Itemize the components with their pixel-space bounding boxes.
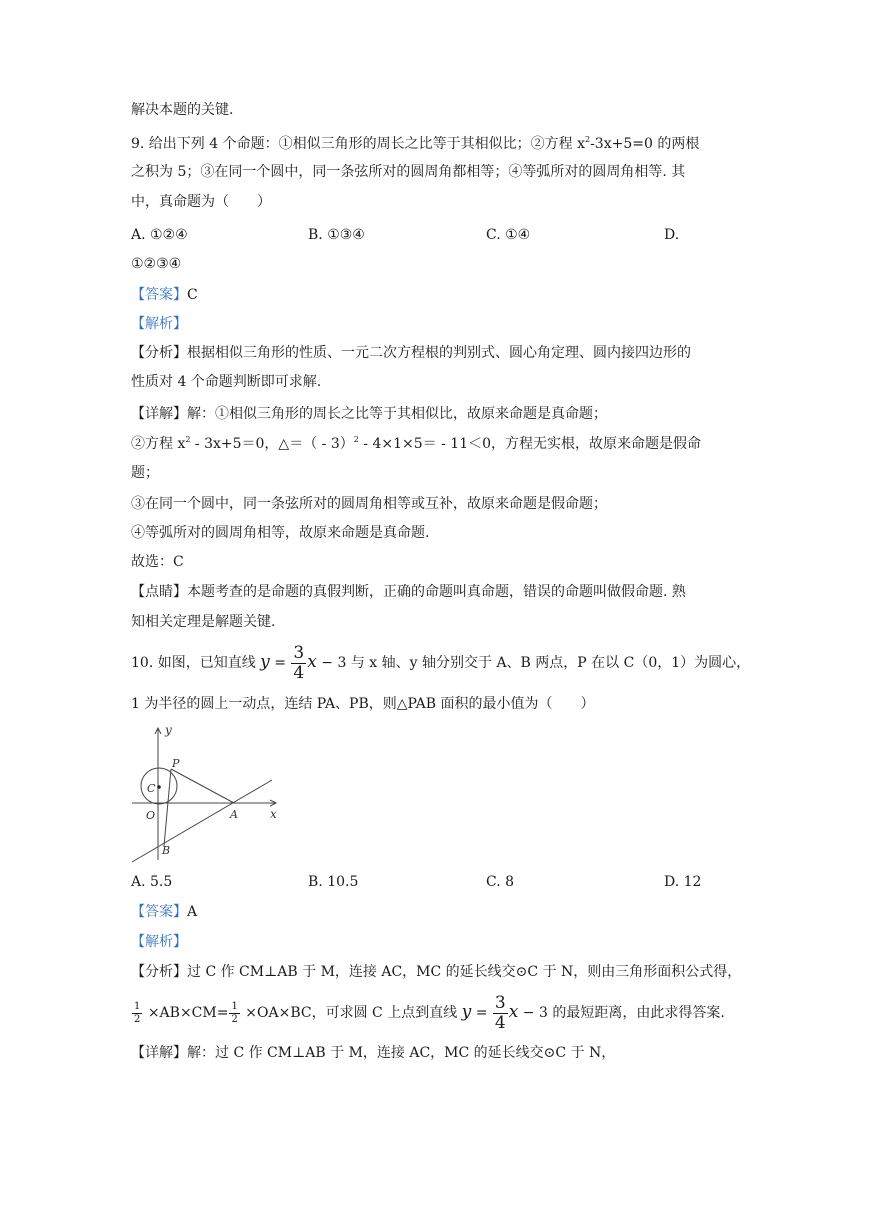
xiangjie-9-line-1: 【详解】解：①相似三角形的周长之比等于其相似比，故原来命题是真命题； <box>131 406 607 422</box>
fraction-1-2: $\frac{1}{2}$ <box>231 1000 238 1025</box>
label-c: C <box>147 782 156 795</box>
xiangjie-10-line-1: 【详解】解：过 C 作 CM⊥AB 于 M，连接 AC，MC 的延长线交⊙C 于 N， <box>131 1045 616 1061</box>
q10-option-b: B. 10.5 <box>308 874 359 890</box>
label-y: y <box>165 723 172 737</box>
segment-pb <box>164 769 171 846</box>
fenxi-9-line-1: 【分析】根据相似三角形的性质、一元二次方程根的判别式、圆心角定理、圆内接四边形的 <box>131 345 691 361</box>
center-c-dot <box>157 785 161 789</box>
label-p: P <box>172 757 180 770</box>
question-9-line-3: 中，真命题为（ ） <box>131 194 271 210</box>
q10-option-d: D. 12 <box>664 874 702 890</box>
q9-option-d: D. <box>664 227 680 243</box>
dianjing-9-line-1: 【点睛】本题考查的是命题的真假判断，正确的命题叫真命题，错误的命题叫做假命题. 熟 <box>131 584 686 600</box>
fenxi-10-line-2: $\frac{1}{2}$ ×AB×CM= $\frac{1}{2}$ ×OA×BC，可求圆 C 上点到直线 y = $\frac{3}{4}$ x − 3 的最短距离，由此求得答案. <box>134 992 725 1033</box>
answer-10: 【答案】A <box>131 904 198 920</box>
text-line: 解决本题的关键. <box>131 102 234 118</box>
fraction-1-2: $\frac{1}{2}$ <box>134 1000 141 1025</box>
analysis-9-heading: 【解析】 <box>131 316 187 332</box>
question-9-line-2: 之积为 5；③在同一个圆中，同一条弦所对的圆周角都相等；④等弧所对的圆周角相等. 其 <box>131 164 686 180</box>
geometry-figure <box>128 722 288 864</box>
q9-option-a: A. ①②④ <box>131 227 188 243</box>
xiangjie-9-line-3: 题； <box>131 465 159 481</box>
question-9-line-1: 9. 给出下列 4 个命题：①相似三角形的周长之比等于其相似比；②方程 $x^2-3x+5=0$ 的两根 <box>131 135 700 152</box>
xiangjie-9-line-4: ③在同一个圆中，同一条弦所对的圆周角相等或互补，故原来命题是假命题； <box>131 496 607 512</box>
fenxi-10-line-1: 【分析】过 C 作 CM⊥AB 于 M，连接 AC，MC 的延长线交⊙C 于 N，则由三角形面积公式得， <box>131 964 742 980</box>
fraction-3-4: $\frac{3}{4}$ <box>293 642 305 683</box>
question-10-line-1: 10. 如图，已知直线 y = $\frac{3}{4}$ x − 3 与 x 轴、y 轴分别交于 A、B 两点，P 在以 C（0，1）为圆心， <box>131 642 751 683</box>
label-x: x <box>270 807 277 821</box>
guxuan-9: 故选：C <box>131 554 184 570</box>
label-b: B <box>162 844 171 857</box>
question-10-line-2: 1 为半径的圆上一动点，连结 PA、PB，则△PAB 面积的最小值为（ ） <box>131 696 595 712</box>
answer-9: 【答案】C <box>131 287 198 303</box>
xiangjie-9-line-5: ④等弧所对的圆周角相等，故原来命题是真命题. <box>131 525 430 541</box>
q10-option-a: A. 5.5 <box>131 874 173 890</box>
fenxi-9-line-2: 性质对 4 个命题判断即可求解. <box>131 374 322 390</box>
q9-option-b: B. ①③④ <box>308 227 365 243</box>
label-a: A <box>230 808 238 821</box>
fraction-3-4: $\frac{3}{4}$ <box>494 992 506 1033</box>
analysis-10-heading: 【解析】 <box>131 934 187 950</box>
q9-option-d-content: ①②③④ <box>131 256 182 272</box>
q10-option-c: C. 8 <box>486 874 515 890</box>
dianjing-9-line-2: 知相关定理是解题关键. <box>131 614 276 630</box>
label-o: O <box>146 809 156 822</box>
q9-option-c: C. ①④ <box>486 227 531 243</box>
segment-pa <box>171 769 234 803</box>
xiangjie-9-line-2: ②方程 $x^2 - 3x+5=0$，△＝（ - 3）$^2$ - 4×1×5＝ - 11＜0，方程无实根，故原来命题是假命 <box>131 435 702 452</box>
